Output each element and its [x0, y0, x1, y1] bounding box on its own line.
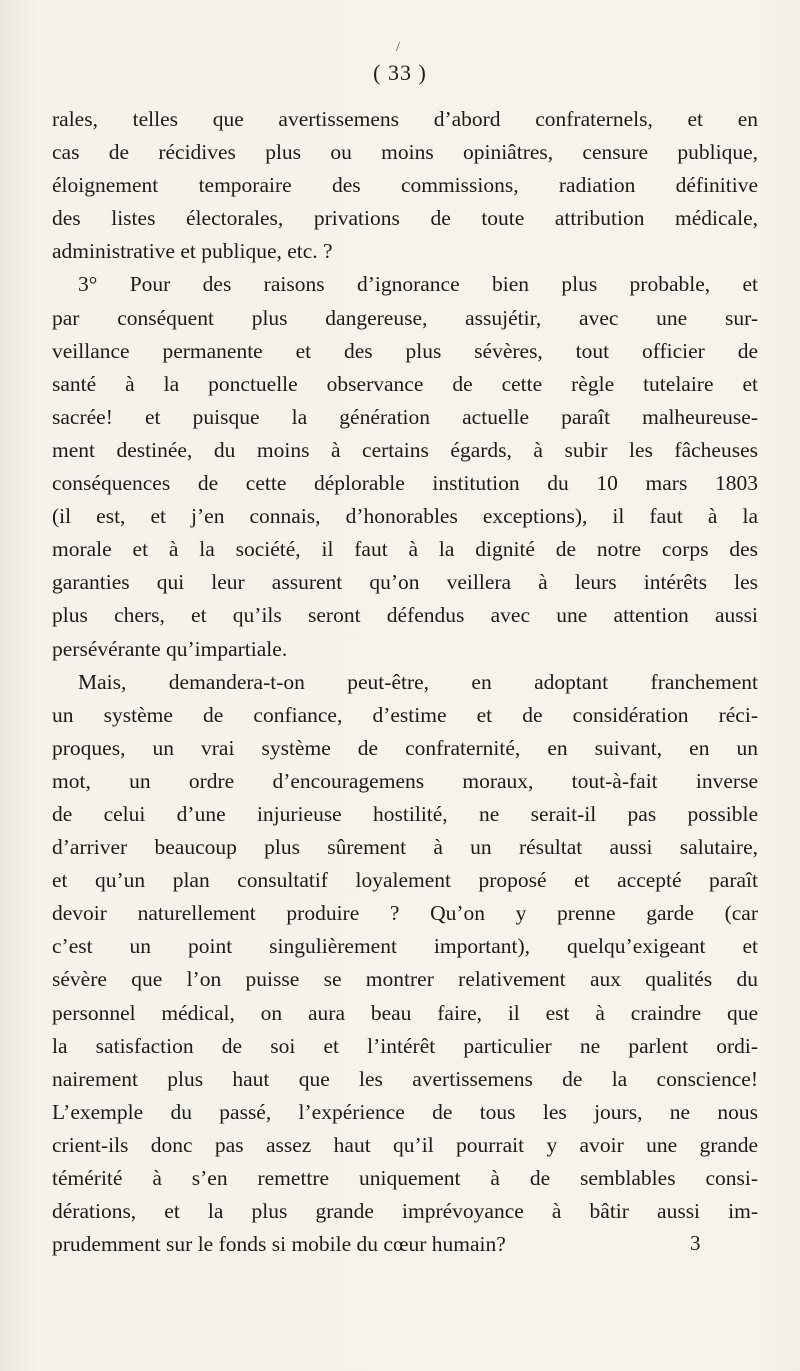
text-line: éloignement temporaire des commissions, radiation définitive	[52, 173, 758, 198]
text-line: d’arriver beaucoup plus sûrement à un résultat aussi salutaire,	[52, 835, 758, 860]
text-line: L’exemple du passé, l’expérience de tous les jours, ne nous	[52, 1099, 758, 1124]
text-line: témérité à s’en remettre uniquement à de semblables consi-	[52, 1166, 758, 1190]
text-line: 3° Pour des raisons d’ignorance bien plus probable, et	[78, 272, 758, 297]
text-line: (il est, et j’en connais, d’honorables exceptions), il faut à la	[52, 504, 758, 529]
text-line: des listes électorales, privations de toute attribution médicale,	[52, 206, 758, 231]
text-line: un système de confiance, d’estime et de considération réci-	[52, 702, 758, 727]
body-text	[52, 103, 758, 1261]
text-line: c’est un point singulièrement important), quelqu’exigeant et	[52, 934, 758, 959]
text-line: nairement plus haut que les avertissemens de la conscience!	[52, 1066, 758, 1091]
text-line: personnel médical, on aura beau faire, il est à craindre que	[52, 1000, 758, 1025]
text-line: par conséquent plus dangereuse, assujétir, avec une sur-	[52, 305, 758, 330]
text-line: proques, un vrai système de confraternité, en suivant, en un	[52, 735, 758, 760]
text-line: persévérante qu’impartiale.	[52, 636, 288, 661]
text-line: rales, telles que avertissemens d’abord confraternels, et en	[52, 107, 758, 131]
text-line: devoir naturellement produire ? Qu’on y prenne garde (car	[52, 901, 758, 926]
text-line: conséquences de cette déplorable institution du 10 mars 1803	[52, 471, 758, 496]
text-line: crient-ils donc pas assez haut qu’il pourrait y avoir une grande	[52, 1132, 758, 1157]
text-line: Mais, demandera-t-on peut-être, en adoptant franchement	[78, 669, 758, 694]
text-line: santé à la ponctuelle observance de cette règle tutelaire et	[52, 371, 758, 396]
page-number: ( 33 )	[373, 60, 427, 85]
text-line: cas de récidives plus ou moins opiniâtres, censure publique,	[52, 140, 758, 165]
text-line: sévère que l’on puisse se montrer relativement aux qualités du	[52, 967, 758, 992]
text-line: administrative et publique, etc. ?	[52, 239, 333, 264]
text-line: garanties qui leur assurent qu’on veillera à leurs intérêts les	[52, 570, 758, 595]
text-line: et qu’un plan consultatif loyalement proposé et accepté paraît	[52, 868, 758, 893]
text-line: mot, un ordre d’encouragemens moraux, tout-à-fait inverse	[52, 768, 758, 793]
text-line: la satisfaction de soi et l’intérêt particulier ne parlent ordi-	[52, 1033, 758, 1058]
text-line: plus chers, et qu’ils seront défendus avec une attention aussi	[52, 603, 758, 628]
text-line: ment destinée, du moins à certains égards, à subir les fâcheuses	[52, 437, 758, 462]
text-line: prudemment sur le fonds si mobile du cœur humain?	[52, 1232, 506, 1257]
text-line: morale et à la société, il faut à la dignité de notre corps des	[52, 537, 758, 562]
top-mark: /	[396, 40, 400, 55]
text-line: sacrée! et puisque la génération actuelle paraît malheureuse-	[52, 404, 758, 429]
text-line: veillance permanente et des plus sévères, tout officier de	[52, 338, 758, 363]
text-line: dérations, et la plus grande imprévoyance à bâtir aussi im-	[52, 1199, 758, 1224]
signature-mark: 3	[690, 1231, 701, 1255]
text-line: de celui d’une injurieuse hostilité, ne serait-il pas possible	[52, 801, 758, 826]
